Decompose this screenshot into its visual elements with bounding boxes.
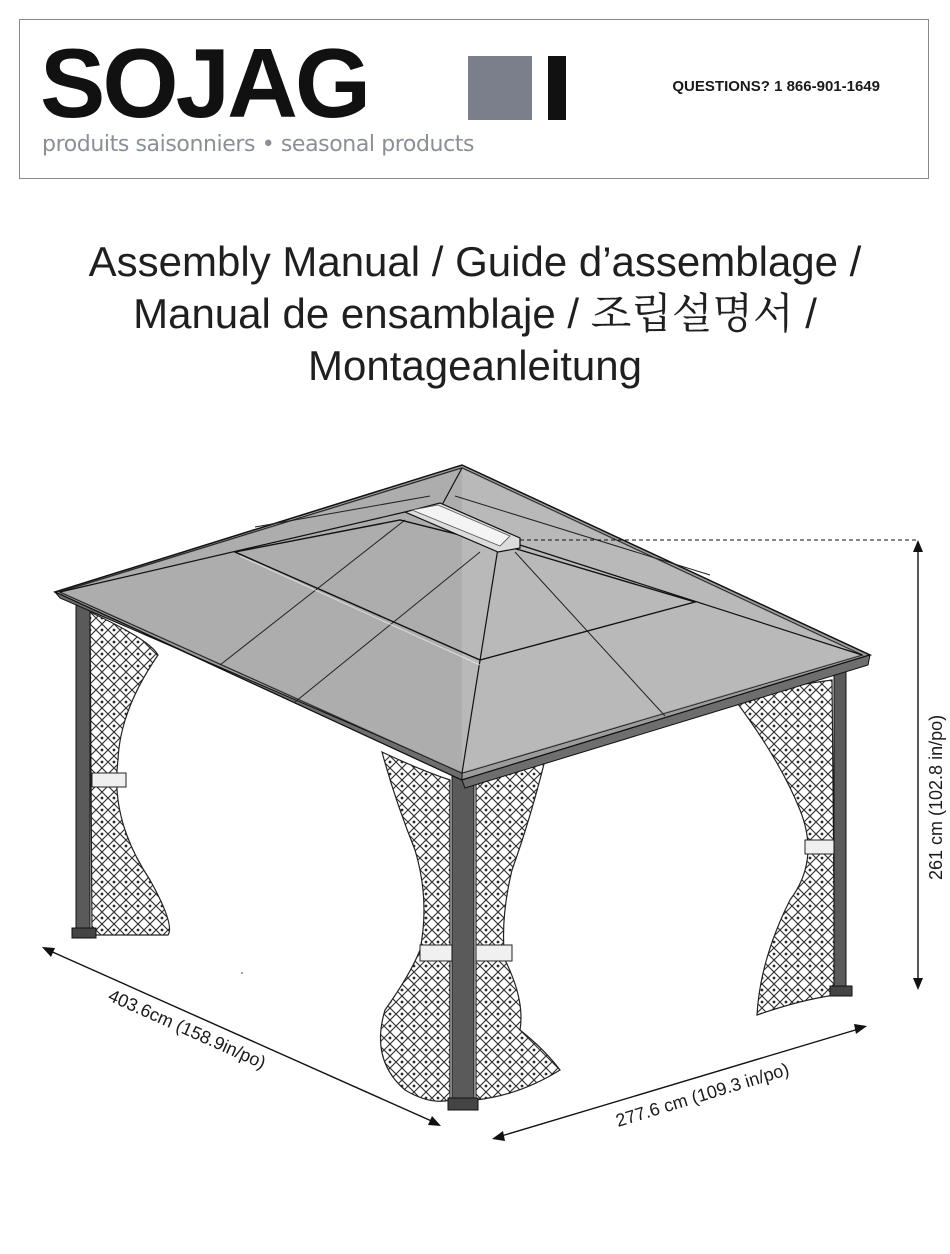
gazebo-roof (55, 465, 870, 788)
width-dimension (492, 1024, 867, 1141)
gazebo-illustration (0, 440, 950, 1180)
title-line-1: Assembly Manual / Guide d’assemblage / (88, 238, 862, 285)
height-label: 261 cm (102.8 in/po) (926, 714, 946, 880)
manual-title (0, 236, 950, 392)
post-front (448, 775, 478, 1110)
header-box (19, 19, 929, 179)
curtain-back-right (735, 680, 835, 1015)
logo-square-icon (468, 56, 532, 120)
questions-phone: QUESTIONS? 1 866-901-1649 (672, 78, 880, 95)
title-line-3: Montageanleitung (308, 342, 642, 389)
title-line-2: Manual de ensamblaje / 조립설명서 / (133, 290, 817, 337)
logo-bar-icon (548, 56, 566, 120)
length-label: 403.6cm (158.9in/po) (105, 985, 269, 1073)
gazebo-drawing (0, 440, 950, 1180)
tagline: produits saisonniers • seasonal products (42, 132, 475, 157)
curtain-back-left (90, 612, 170, 935)
brand-logo: SOJAG (40, 28, 369, 138)
width-label: 277.6 cm (109.3 in/po) (613, 1059, 792, 1131)
